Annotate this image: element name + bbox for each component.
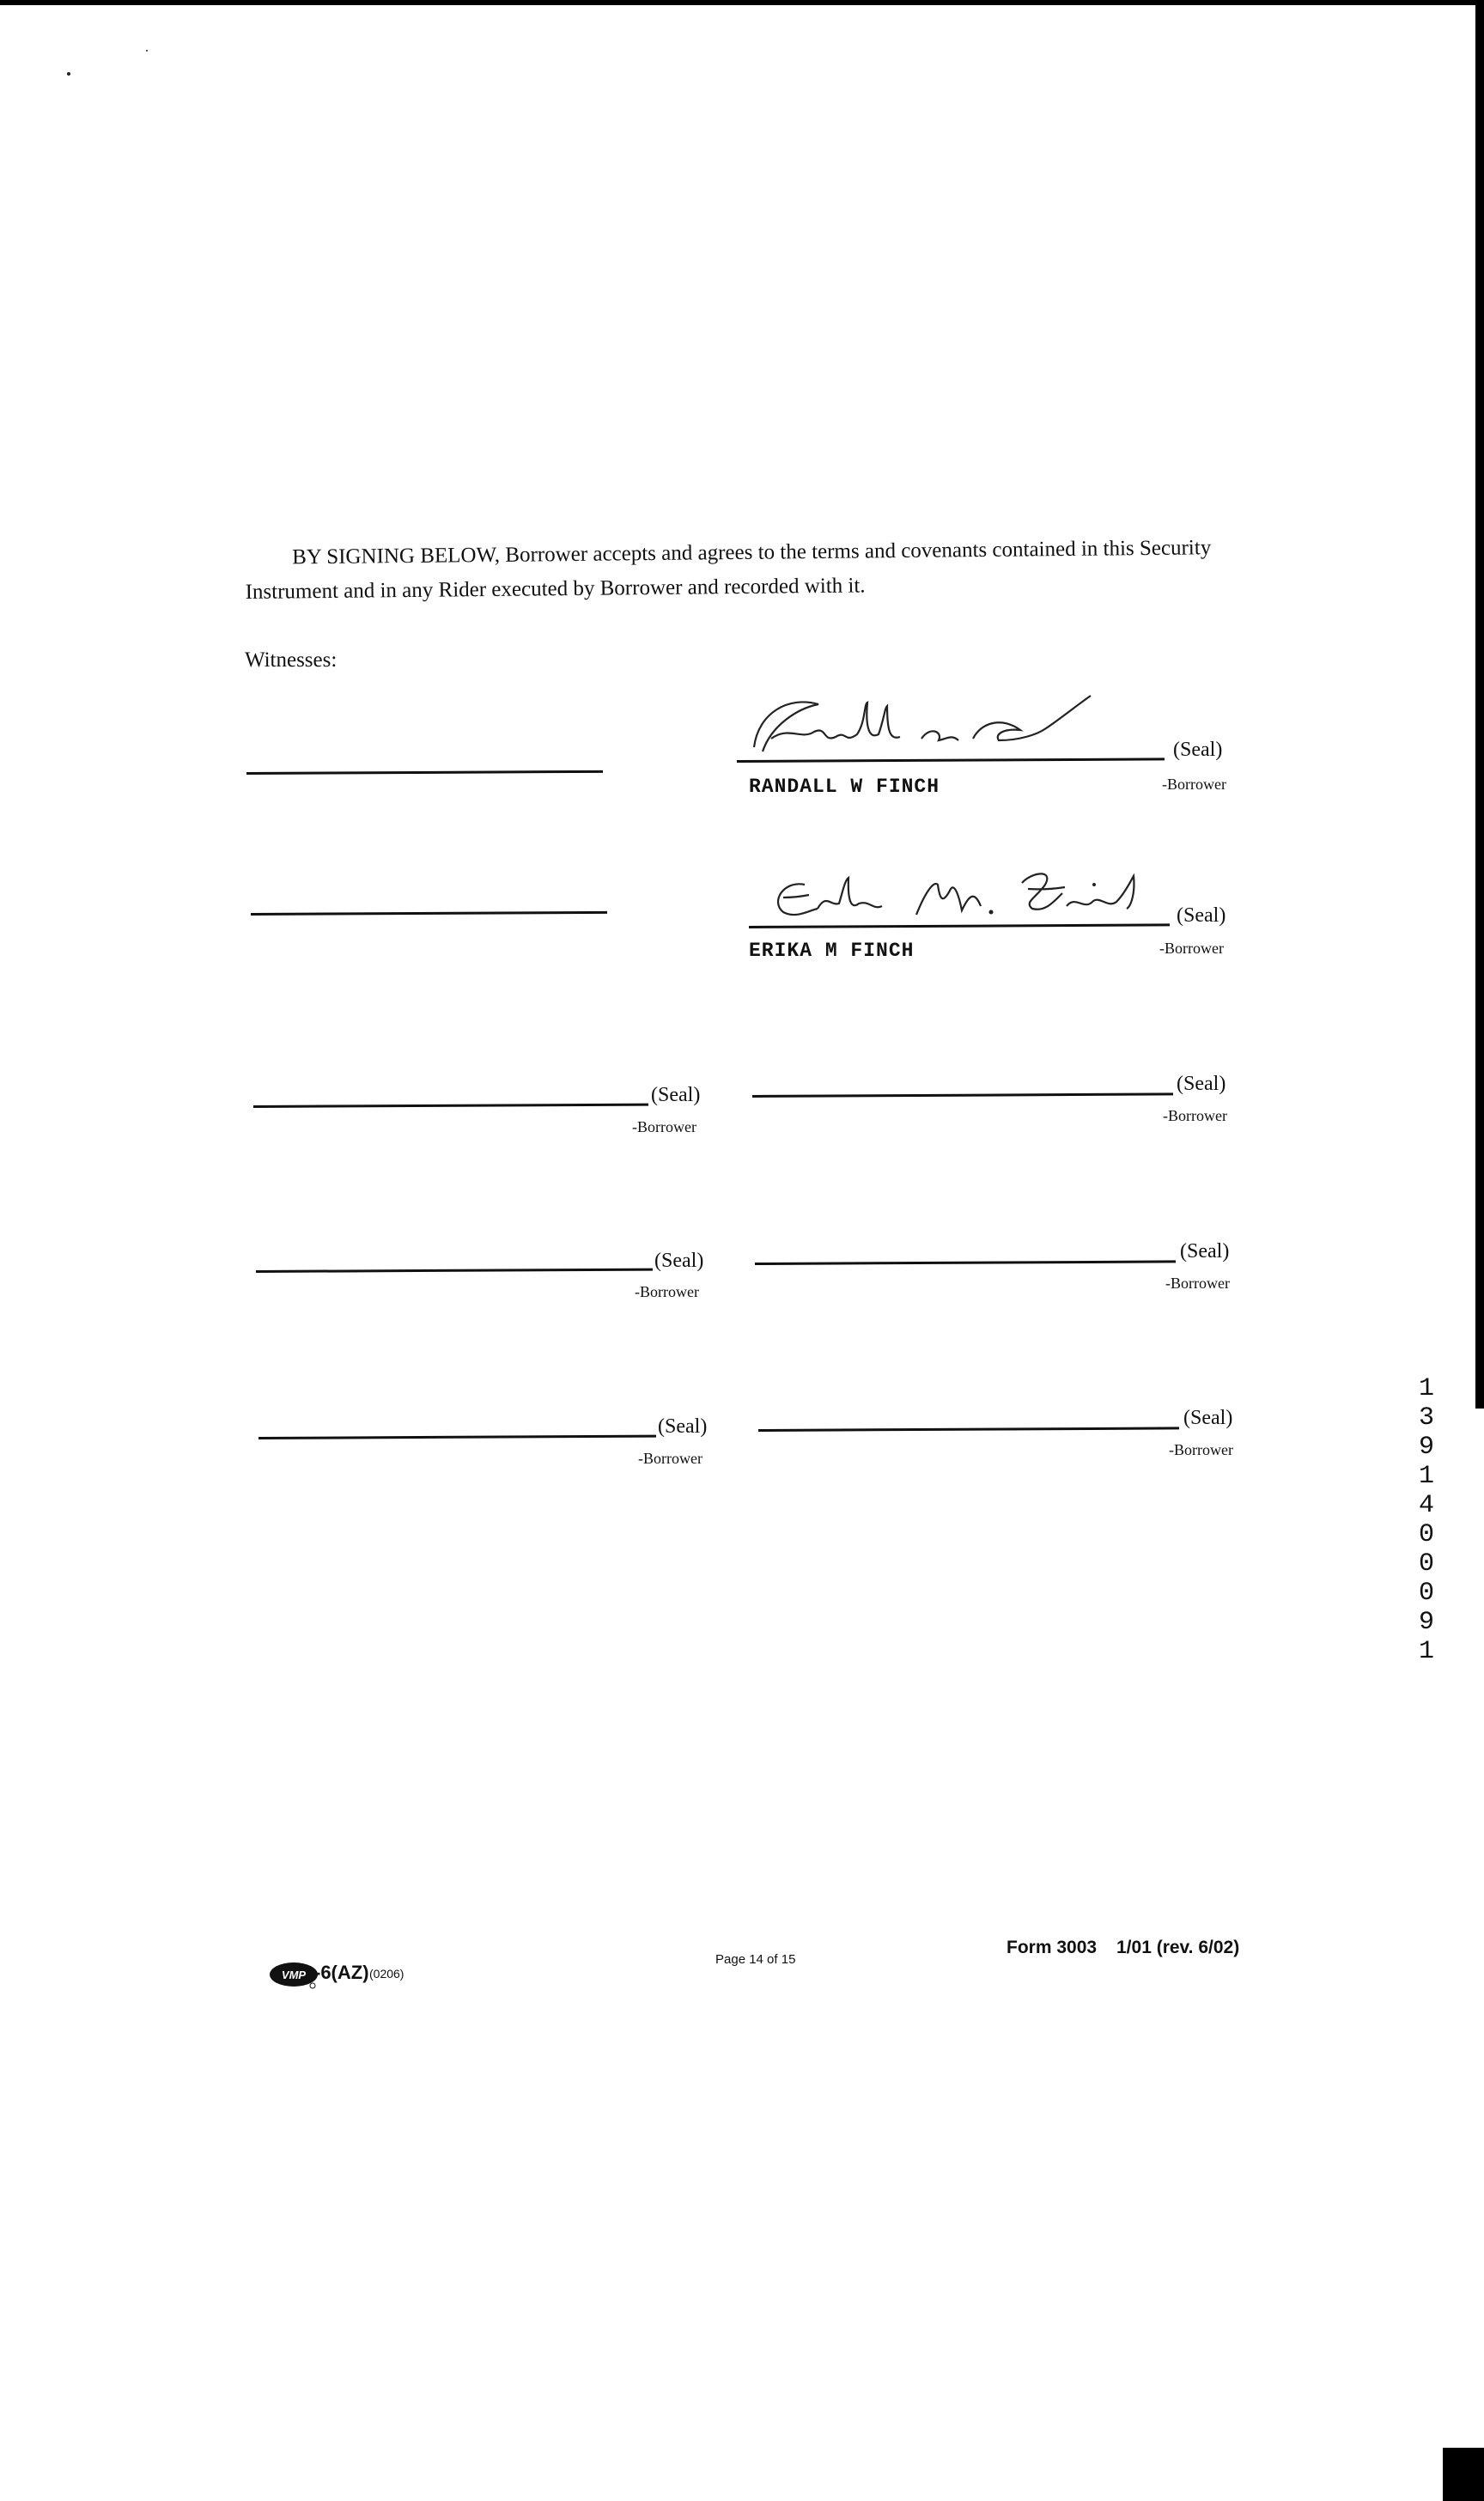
- paragraph-lead: BY SIGNING BELOW,: [292, 543, 501, 569]
- seal-label: (Seal): [654, 1250, 704, 1272]
- borrower-label: -Borrower: [1163, 1107, 1227, 1124]
- printed-name-erika: ERIKA M FINCH: [749, 940, 915, 962]
- blank-signature-line: [258, 1435, 656, 1439]
- borrower-label: -Borrower: [635, 1283, 699, 1300]
- form-revision: 1/01 (rev. 6/02): [1116, 1938, 1240, 1957]
- recording-stamp-number: 13914 00091: [1418, 1374, 1434, 1666]
- seal-label: (Seal): [651, 1084, 701, 1106]
- borrower-label: -Borrower: [1165, 1275, 1230, 1292]
- seal-label: (Seal): [658, 1415, 708, 1438]
- scan-speck: [67, 72, 70, 76]
- scan-speck: [146, 50, 148, 52]
- seal-label: (Seal): [1180, 1240, 1230, 1263]
- seal-label: (Seal): [1173, 739, 1223, 761]
- signature-randall: [737, 687, 1098, 764]
- scan-edge-top: [0, 0, 1484, 5]
- borrower-label: -Borrower: [1169, 1441, 1233, 1458]
- witness-line-2: [251, 911, 607, 916]
- blank-signature-line: [253, 1104, 648, 1108]
- seal-label: (Seal): [1183, 1407, 1233, 1429]
- form-code: -6(AZ): [314, 1962, 369, 1983]
- scan-edge-right: [1475, 0, 1484, 1409]
- borrower-label: -Borrower: [632, 1118, 696, 1135]
- form-code-date: (0206): [369, 1967, 404, 1981]
- printed-name-randall: RANDALL W FINCH: [749, 776, 940, 798]
- seal-label: (Seal): [1177, 1073, 1226, 1095]
- paragraph-rest: Borrower accepts and agrees to the terms and covenants contained in this Security Instrument and in any Rider executed by Borrower and recorded with it.: [245, 536, 1212, 604]
- agreement-paragraph: [245, 531, 1242, 610]
- blank-signature-line: [752, 1092, 1173, 1098]
- scan-edge-bottom-right: [1443, 2448, 1484, 2501]
- borrower-label: -Borrower: [638, 1450, 702, 1467]
- seal-label: (Seal): [1177, 904, 1226, 927]
- blank-signature-line: [758, 1427, 1179, 1432]
- page-number: Page 14 of 15: [715, 1952, 796, 1967]
- form-id: Form 3003: [1007, 1938, 1098, 1957]
- borrower-label: -Borrower: [1162, 776, 1226, 793]
- witnesses-label: Witnesses:: [245, 648, 338, 672]
- witness-line-1: [246, 770, 603, 775]
- blank-signature-line: [755, 1260, 1176, 1265]
- svg-text:VMP: VMP: [281, 1969, 307, 1981]
- borrower-label: -Borrower: [1159, 940, 1224, 957]
- blank-signature-line: [256, 1269, 653, 1273]
